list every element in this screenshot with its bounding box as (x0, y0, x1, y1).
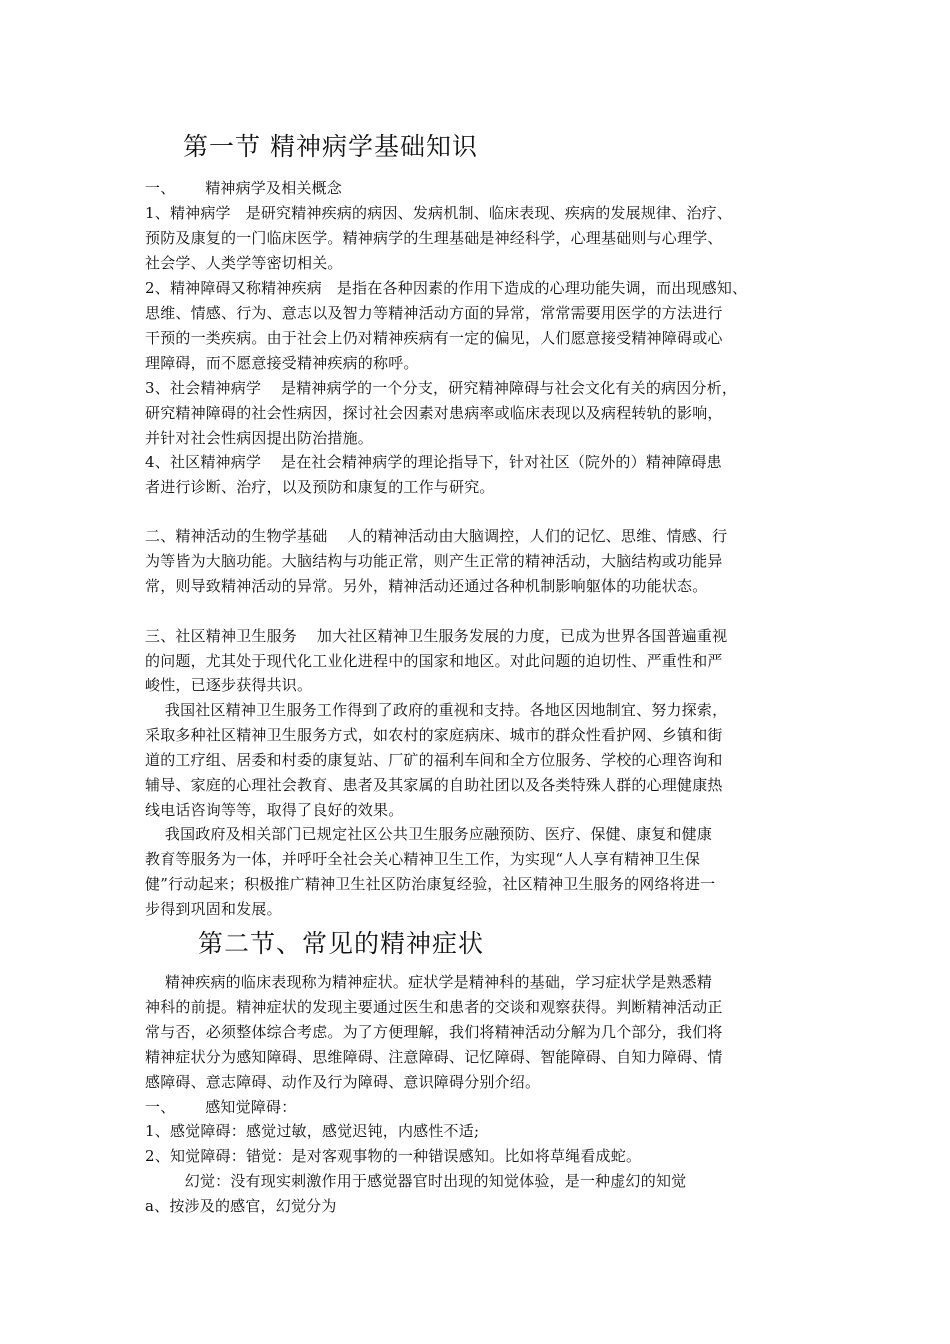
text-line: 研究精神障碍的社会性病因，探讨社会因素对患病率或临床表现以及病程转轨的影响， (145, 404, 723, 422)
text-line: 精神症状分为感知障碍、思维障碍、注意障碍、记忆障碍、智能障碍、自知力障碍、情 (145, 1048, 723, 1066)
text-line: 常，则导致精神活动的异常。另外，精神活动还通过各种机制影响躯体的功能状态。 (145, 577, 708, 595)
text-line: 干预的一类疾病。由于社会上仍对精神疾病有一定的偏见，人们愿意接受精神障碍或心 (145, 329, 723, 347)
text-line: 为等皆为大脑功能。大脑结构与功能正常，则产生正常的精神活动，大脑结构或功能异 (145, 552, 723, 570)
text-line: a、按涉及的感官，幻觉分为 (145, 1197, 337, 1215)
text-line: 幻觉：没有现实刺激作用于感觉器官时出现的知觉体验，是一种虚幻的知觉 (145, 1172, 687, 1190)
text-line: 并针对社会性病因提出防治措施。 (145, 429, 374, 447)
text-line: 一、 感知觉障碍： (145, 1098, 297, 1116)
text-line: 精神疾病的临床表现称为精神症状。症状学是精神科的基础，学习症状学是熟悉精 (145, 973, 713, 991)
text-line: 一、 精神病学及相关概念 (145, 179, 343, 197)
text-line: 常与否，必须整体综合考虑。为了方便理解，我们将精神活动分解为几个部分，我们将 (145, 1023, 723, 1041)
text-line: 线电话咨询等等，取得了良好的效果。 (145, 801, 404, 819)
text-line: 2、精神障碍又称精神疾病 是指在各种因素的作用下造成的心理功能失调，而出现感知、 (145, 279, 748, 297)
text-line: 者进行诊断、治疗，以及预防和康复的工作与研究。 (145, 478, 495, 496)
text-line: 步得到巩固和发展。 (145, 900, 282, 918)
section-1-title: 第一节 精神病学基础知识 (183, 132, 478, 161)
text-line: 理障碍，而不愿意接受精神疾病的称呼。 (145, 354, 419, 372)
text-line: 3、社会精神病学 是精神病学的一个分支，研究精神障碍与社会文化有关的病因分析， (145, 379, 738, 397)
text-line: 社会学、人类学等密切相关。 (145, 254, 343, 272)
section-2-title: 第二节、常见的精神症状 (198, 929, 485, 958)
text-line: 峻性，已逐步获得共识。 (145, 676, 313, 694)
text-line: 神科的前提。精神症状的发现主要通过医生和患者的交谈和观察获得。判断精神活动正 (145, 998, 723, 1016)
text-line: 健”行动起来；积极推广精神卫生社区防治康复经验，社区精神卫生服务的网络将进一 (145, 875, 716, 893)
text-line: 辅导、家庭的心理社会教育、患者及其家属的自助社团以及各类特殊人群的心理健康热 (145, 776, 723, 794)
text-line: 2、知觉障碍：错觉：是对客观事物的一种错误感知。比如将草绳看成蛇。 (145, 1147, 642, 1165)
text-line: 1、精神病学 是研究精神疾病的病因、发病机制、临床表现、疾病的发展规律、治疗、 (145, 204, 733, 222)
text-line: 二、精神活动的生物学基础 人的精神活动由大脑调控，人们的记忆、思维、情感、行 (145, 527, 728, 545)
text-line: 教育等服务为一体，并呼吁全社会关心精神卫生工作，为实现“人人享有精神卫生保 (145, 850, 701, 868)
text-line: 预防及康复的一门临床医学。精神病学的生理基础是神经科学，心理基础则与心理学、 (145, 229, 723, 247)
text-line: 的问题，尤其处于现代化工业化进程中的国家和地区。对此问题的迫切性、严重性和严 (145, 652, 723, 670)
text-line: 思维、情感、行为、意志以及智力等精神活动方面的异常，常常需要用医学的方法进行 (145, 304, 723, 322)
text-line: 我国社区精神卫生服务工作得到了政府的重视和支持。各地区因地制宜、努力探索， (145, 701, 728, 719)
text-line: 4、社区精神病学 是在社会精神病学的理论指导下，针对社区（院外的）精神障碍患 (145, 453, 722, 471)
text-line: 道的工疗组、居委和村委的康复站、厂矿的福利车间和全方位服务、学校的心理咨询和 (145, 751, 723, 769)
text-line: 采取多种社区精神卫生服务方式，如农村的家庭病床、城市的群众性看护网、乡镇和街 (145, 726, 723, 744)
text-line: 我国政府及相关部门已规定社区公共卫生服务应融预防、医疗、保健、康复和健康 (145, 825, 713, 843)
text-line: 感障碍、意志障碍、动作及行为障碍、意识障碍分别介绍。 (145, 1073, 541, 1091)
text-line: 三、社区精神卫生服务 加大社区精神卫生服务发展的力度，已成为世界各国普遍重视 (145, 627, 728, 645)
text-line: 1、感觉障碍：感觉过敏，感觉迟钝，内感性不适; (145, 1122, 480, 1140)
